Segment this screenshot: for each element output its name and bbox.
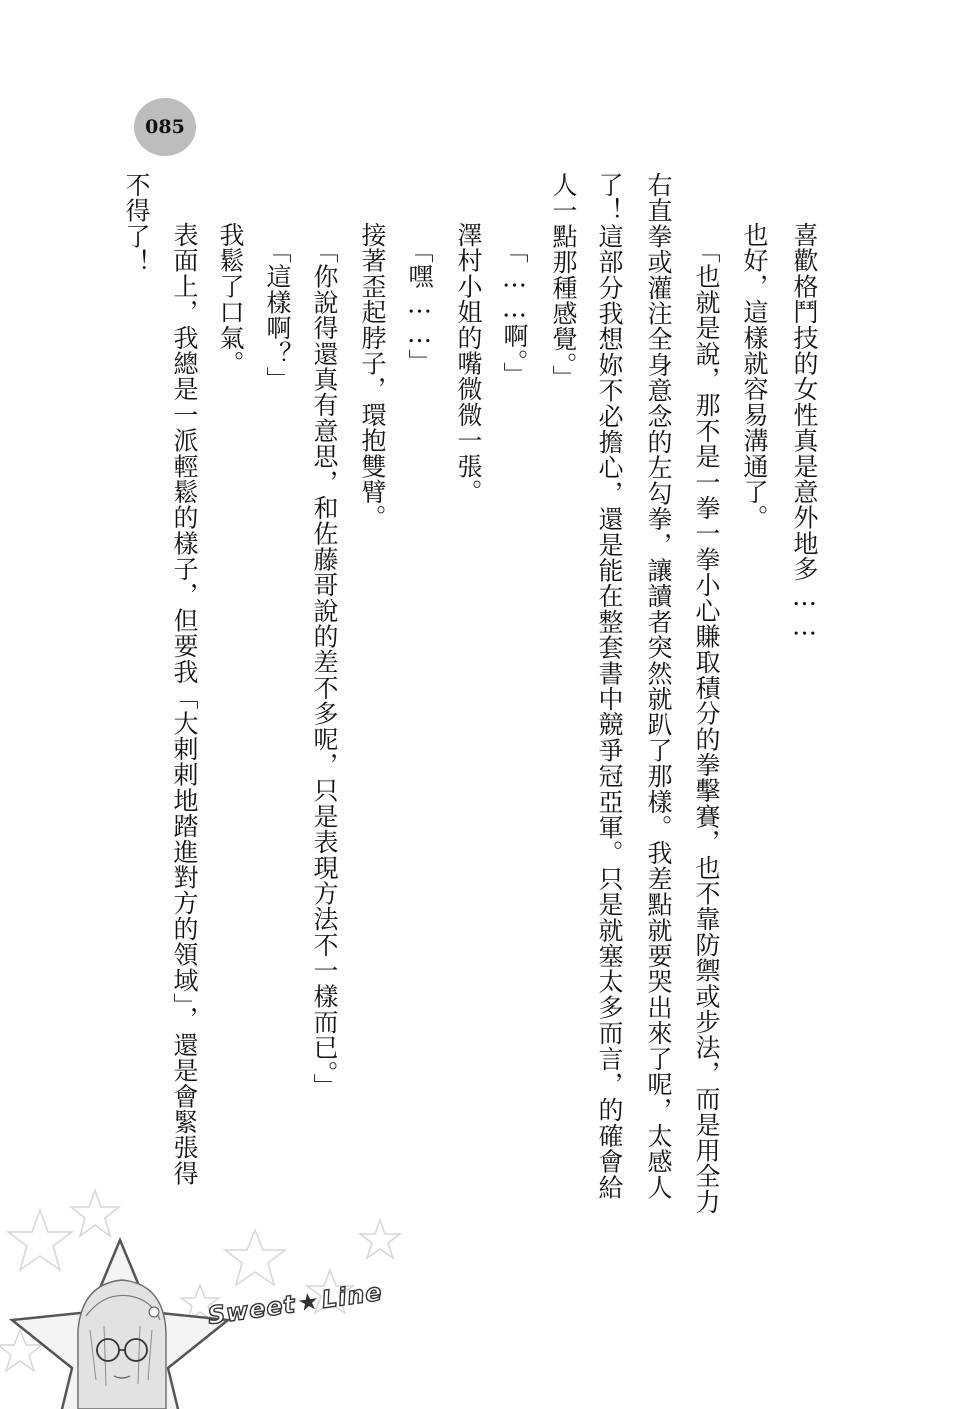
text-column-14: 表面上，我總是一派輕鬆的樣子，但要我「大剌剌地踏進對方的領域」，還是會緊張得 [170, 222, 199, 1187]
text-column-12: 「這樣啊？」 [263, 238, 292, 393]
star-outline-icon [71, 1190, 119, 1236]
text-column-11: 「你說得還真有意思，和佐藤哥說的差不多呢，只是表現方法不一樣而已。」 [310, 238, 339, 1100]
text-column-2: 也好，這樣就容易溝通了。 [740, 222, 769, 531]
text-column-8: 澤村小姐的嘴微微一張。 [454, 222, 483, 505]
star-outline-icon [225, 1230, 285, 1285]
text-column-7: 「……啊。」 [500, 238, 529, 388]
text-column-9: 「嘿……」 [405, 238, 434, 375]
text-column-6: 人一點那種感覺。」 [549, 172, 578, 391]
star-outline-icon [360, 1220, 400, 1258]
logo-text-right: Line [319, 1277, 385, 1314]
star-outline-icon [8, 1210, 72, 1270]
page-number-badge [134, 98, 196, 156]
text-column-1: 喜歡格鬥技的女性真是意外地多…… [790, 222, 819, 642]
page-number: 085 [145, 116, 185, 138]
text-column-5: 了！這部分我想妳不必擔心，還是能在整套書中競爭冠亞軍。只是就塞太多而言，的確會給 [595, 172, 624, 1200]
text-column-4: 右直拳或灌注全身意念的左勾拳，讓讀者突然就趴了那樣。我差點就要哭出來了呢，太感人 [644, 172, 673, 1200]
logo-text-left: Sweet [206, 1289, 298, 1330]
text-column-3: 「也就是說，那不是一拳一拳小心賺取積分的拳擊賽，也不靠防禦或步法，而是用全力 [692, 238, 721, 1215]
text-column-13: 我鬆了口氣。 [216, 222, 245, 377]
star-icon: ★ [295, 1286, 322, 1318]
text-column-10: 接著歪起脖子，環抱雙臂。 [358, 222, 387, 531]
character-portrait-icon [78, 1280, 166, 1409]
text-column-15: 不得了！ [122, 172, 151, 275]
